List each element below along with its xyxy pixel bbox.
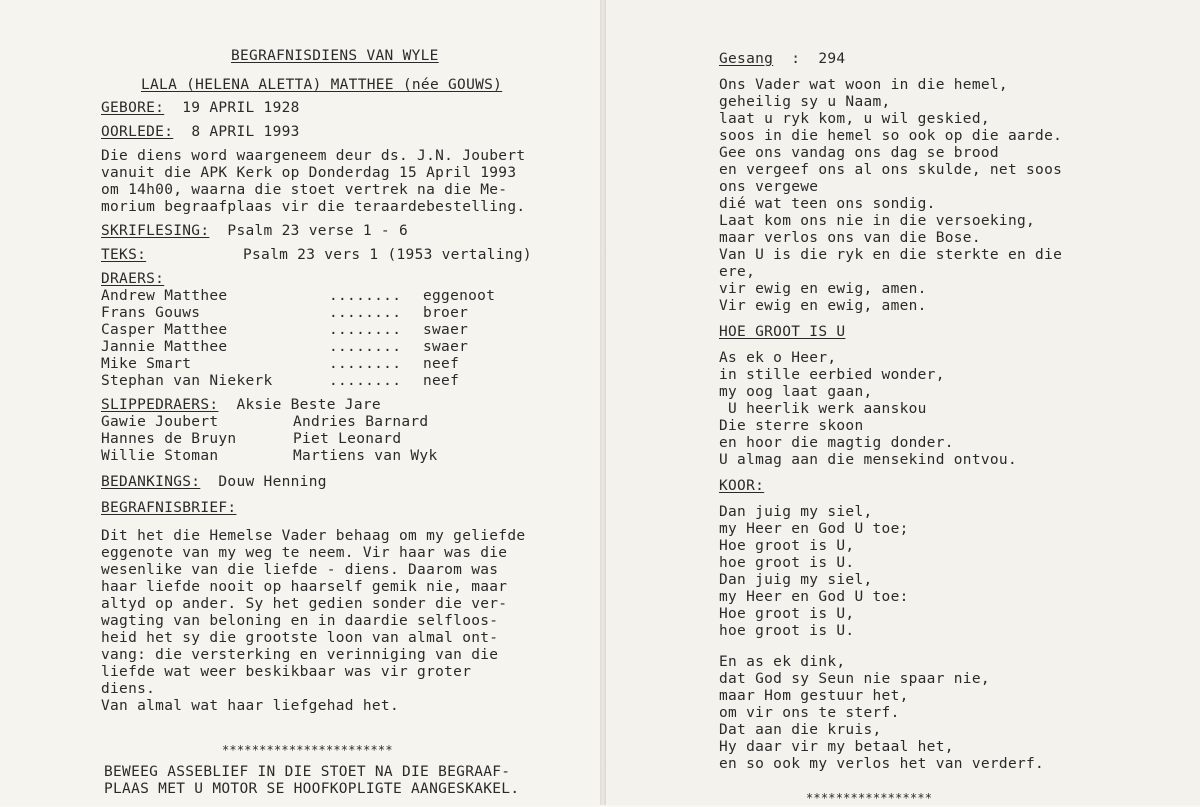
choir-line: hoe groot is U. — [719, 555, 855, 571]
bearer-row — [101, 339, 591, 356]
service-line: morium begraafplaas vir die teraardebestelling. — [101, 199, 526, 215]
reading-row — [101, 223, 591, 240]
verse-line: om vir ons te sterf. — [719, 705, 900, 721]
letter-line: eggenote van my weg te neem. Vir haar was die — [101, 545, 508, 561]
letter-line: Dit het die Hemelse Vader behaag om my geliefde — [101, 528, 526, 544]
bearer-name: Mike Smart — [101, 356, 192, 372]
choir-line: Dan juig my siel, — [719, 572, 873, 588]
bearer-row — [101, 305, 591, 322]
pall-bearer-row — [101, 431, 591, 448]
pall-bearer-name: Hannes de Bruyn — [101, 431, 237, 447]
prayer-line: Gee ons vandag ons dag se brood — [719, 145, 999, 161]
pall-bearer-name: Piet Leonard — [293, 431, 402, 447]
verse-line: Dat aan die kruis, — [719, 722, 882, 738]
verse-line: En as ek dink, — [719, 654, 846, 670]
procession-note-line: BEWEEG ASSEBLIEF IN DIE STOET NA DIE BEGRAAF- — [104, 764, 511, 780]
prayer-line: Ons Vader wat woon in die hemel, — [719, 77, 1008, 93]
prayer-line: Van U is die ryk en die sterkte en die — [719, 247, 1063, 263]
died-label: OORLEDE: — [101, 124, 174, 140]
page-fold — [600, 0, 606, 805]
choir-line: Dan juig my siel, — [719, 504, 873, 520]
text-value: Psalm 23 vers 1 (1953 vertaling) — [243, 247, 532, 263]
bearer-relation: broer — [423, 305, 469, 321]
service-line: Die diens word waargeneem deur ds. J.N. Joubert — [101, 148, 526, 164]
letter-line: diens. — [101, 681, 156, 697]
bearer-name: Jannie Matthee — [101, 339, 228, 355]
letter-line: liefde wat weer beskikbaar was vir groter — [101, 664, 472, 680]
bearer-dots: ........ — [329, 373, 402, 389]
bearer-relation: swaer — [423, 339, 469, 355]
pall-bearer-name: Willie Stoman — [101, 448, 219, 464]
pall-bearer-name: Martiens van Wyk — [293, 448, 438, 464]
choir-verse — [719, 504, 1169, 640]
bearer-relation: swaer — [423, 322, 469, 338]
bearer-name: Frans Gouws — [101, 305, 201, 321]
bearer-row — [101, 288, 591, 305]
verse-line: dat God sy Seun nie spaar nie, — [719, 671, 990, 687]
prayer-line: maar verlos ons van die Bose. — [719, 230, 981, 246]
verse-line: Die sterre skoon — [719, 418, 864, 434]
letter-line: haar liefde nooit op haarself gemik nie, maar — [101, 579, 508, 595]
verse-line: As ek o Heer, — [719, 350, 837, 366]
text-label: TEKS: — [101, 247, 147, 263]
verse-line: U almag aan die mensekind ontvou. — [719, 452, 1017, 468]
bearer-dots: ........ — [329, 288, 402, 304]
letter-line: vang: die versterking en verinniging van die — [101, 647, 499, 663]
prayer-line: laat u ryk kom, u wil geskied, — [719, 111, 990, 127]
pall-bearers-list — [101, 414, 591, 465]
letter-line: heid het sy die grootste loon van almal ont- — [101, 630, 499, 646]
service-line: vanuit die APK Kerk op Donderdag 15 April 1993 — [101, 165, 517, 181]
prayer-line: dié wat teen ons sondig. — [719, 196, 936, 212]
pall-bearer-row — [101, 414, 591, 431]
pall-bearer-name: Andries Barnard — [293, 414, 429, 430]
bearer-relation: neef — [423, 373, 460, 389]
prayer-line: vir ewig en ewig, amen. — [719, 281, 927, 297]
bearer-relation: neef — [423, 356, 460, 372]
prayer-line: ons vergewe — [719, 179, 819, 195]
left-page-content — [101, 48, 591, 715]
bearer-name: Stephan van Niekerk — [101, 373, 273, 389]
born-value: 19 APRIL 1928 — [182, 100, 300, 116]
letter-line: wagting van beloning en in daardie selfloos- — [101, 613, 499, 629]
thanks-value: Douw Henning — [218, 474, 327, 490]
bearer-row — [101, 356, 591, 373]
pall-bearer-name: Gawie Joubert — [101, 414, 219, 430]
prayer-line: ere, — [719, 264, 756, 280]
letter-label: BEGRAFNISBRIEF: — [101, 500, 237, 516]
bearers-list — [101, 288, 591, 390]
verse-line: in stille eerbied wonder, — [719, 367, 945, 383]
right-star-divider: ***************** — [806, 791, 933, 805]
verse-line: my oog laat gaan, — [719, 384, 873, 400]
died-value: 8 APRIL 1993 — [191, 124, 300, 140]
lords-prayer — [719, 77, 1169, 315]
letter-paragraph — [101, 528, 591, 715]
text-row — [101, 247, 591, 264]
letter-line: altyd op ander. Sy het gedien sonder die ver- — [101, 596, 508, 612]
hymn-row — [719, 51, 1169, 68]
bearer-name: Casper Matthee — [101, 322, 228, 338]
bearer-row — [101, 322, 591, 339]
bearer-dots: ........ — [329, 356, 402, 372]
bearer-dots: ........ — [329, 322, 402, 338]
choir-line: my Heer en God U toe; — [719, 521, 909, 537]
left-star-divider: *********************** — [222, 743, 393, 757]
hymn-label: Gesang — [719, 51, 774, 67]
born-row — [101, 100, 591, 117]
choir-line: hoe groot is U. — [719, 623, 855, 639]
pall-bearers-group: Aksie Beste Jare — [236, 397, 381, 413]
thanks-row — [101, 474, 591, 491]
choir-line: Hoe groot is U, — [719, 538, 855, 554]
choir-label: KOOR: — [719, 478, 765, 494]
died-row — [101, 124, 591, 141]
letter-line: wesenlike van die liefde - diens. Daarom was — [101, 562, 499, 578]
service-paragraph — [101, 148, 591, 216]
deceased-name: LALA (HELENA ALETTA) MATTHEE (née GOUWS) — [141, 77, 503, 93]
prayer-line: Laat kom ons nie in die versoeking, — [719, 213, 1036, 229]
pall-bearers-row — [101, 397, 591, 414]
pall-bearer-row — [101, 448, 591, 465]
verse-line: en so ook my verlos het van verderf. — [719, 756, 1045, 772]
verse-two — [719, 654, 1169, 773]
bearer-dots: ........ — [329, 305, 402, 321]
bearer-row — [101, 373, 591, 390]
bearer-name: Andrew Matthee — [101, 288, 228, 304]
procession-note-line: PLAAS MET U MOTOR SE HOOFKOPLIGTE AANGESKAKEL. — [104, 781, 520, 797]
hymn-number: : 294 — [791, 51, 846, 67]
choir-line: Hoe groot is U, — [719, 606, 855, 622]
bearer-relation: eggenoot — [423, 288, 496, 304]
verse-one — [719, 350, 1169, 469]
letter-line: Van almal wat haar liefgehad het. — [101, 698, 399, 714]
bearer-dots: ........ — [329, 339, 402, 355]
born-label: GEBORE: — [101, 100, 165, 116]
prayer-line: soos in die hemel so ook op die aarde. — [719, 128, 1063, 144]
reading-label: SKRIFLESING: — [101, 223, 210, 239]
service-line: om 14h00, waarna die stoet vertrek na die Me- — [101, 182, 508, 198]
verse-line: en hoor die magtig donder. — [719, 435, 954, 451]
prayer-line: en vergeef ons al ons skulde, net soos — [719, 162, 1063, 178]
choir-line: my Heer en God U toe: — [719, 589, 909, 605]
prayer-line: Vir ewig en ewig, amen. — [719, 298, 927, 314]
right-page-content — [719, 51, 1169, 773]
prayer-line: geheilig sy u Naam, — [719, 94, 891, 110]
verse-line: U heerlik werk aanskou — [719, 401, 927, 417]
reading-value: Psalm 23 verse 1 - 6 — [227, 223, 409, 239]
thanks-label: BEDANKINGS: — [101, 474, 201, 490]
bearers-label: DRAERS: — [101, 271, 165, 287]
procession-note — [104, 764, 594, 798]
verse-line: Hy daar vir my betaal het, — [719, 739, 954, 755]
song-title: HOE GROOT IS U — [719, 324, 846, 340]
service-title: BEGRAFNISDIENS VAN WYLE — [231, 48, 439, 64]
verse-line: maar Hom gestuur het, — [719, 688, 909, 704]
pall-bearers-label: SLIPPEDRAERS: — [101, 397, 219, 413]
